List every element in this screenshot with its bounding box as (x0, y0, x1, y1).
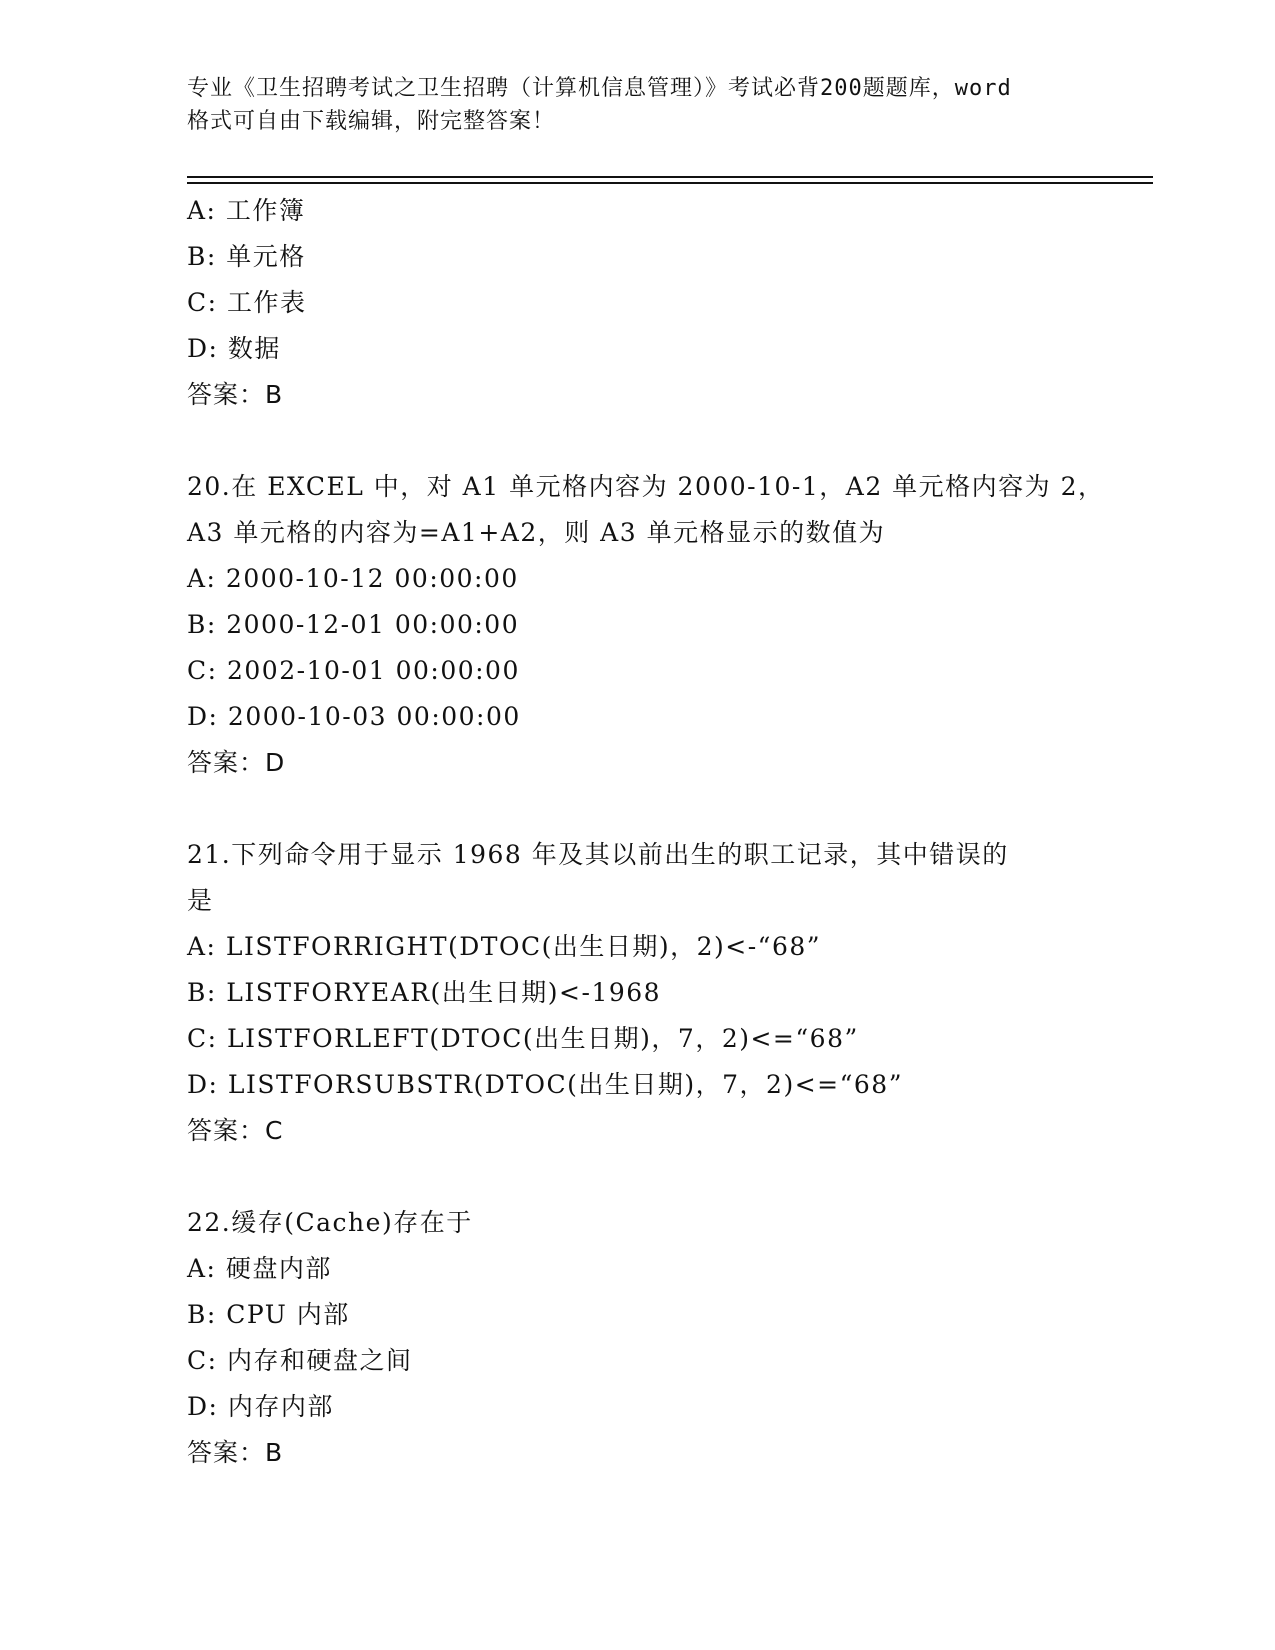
spacer (187, 1154, 1087, 1200)
option-c: C: 内存和硬盘之间 (187, 1346, 413, 1375)
question-stem-line-1: 21.下列命令用于显示 1968 年及其以前出生的职工记录，其中错误的 (187, 840, 1009, 869)
question-block-20 (187, 464, 1105, 786)
question-stem-line-2: A3 单元格的内容为=A1+A2，则 A3 单元格显示的数值为 (187, 518, 886, 547)
option-d: D: 数据 (187, 334, 281, 363)
option-b: B: 单元格 (187, 242, 306, 271)
answer-text: 答案：B (187, 380, 284, 409)
option-a: A: 工作簿 (187, 196, 306, 225)
header-line-1: 专业《卫生招聘考试之卫生招聘（计算机信息管理）》考试必背200题题库，word (187, 76, 1012, 101)
header-line-2: 格式可自由下载编辑，附完整答案！ (187, 109, 556, 134)
option-a: A: LISTFORRIGHT(DTOC(出生日期)，2)<-“68” (187, 932, 822, 961)
question-block-22 (187, 1200, 1087, 1476)
option-b: B: LISTFORYEAR(出生日期)<-1968 (187, 978, 662, 1007)
option-d: D: LISTFORSUBSTR(DTOC(出生日期)，7，2)<=“68” (187, 1070, 903, 1099)
answer-text: 答案：D (187, 748, 286, 777)
question-stem-line-2: 是 (187, 886, 214, 915)
question-list (187, 188, 1105, 1476)
question-stem-line-1: 22.缓存(Cache)存在于 (187, 1208, 473, 1237)
answer-text: 答案：C (187, 1116, 284, 1145)
question-block-19 (187, 188, 1087, 418)
option-c: C: 2002-10-01 00:00:00 (187, 656, 520, 685)
option-c: C: 工作表 (187, 288, 307, 317)
answer-text: 答案：B (187, 1438, 284, 1467)
question-block-21 (187, 832, 1087, 1154)
header-rule-top (187, 176, 1153, 178)
option-c: C: LISTFORLEFT(DTOC(出生日期)，7，2)<=“68” (187, 1024, 859, 1053)
option-b: B: 2000-12-01 00:00:00 (187, 610, 520, 639)
spacer (187, 418, 1087, 464)
spacer (187, 786, 1087, 832)
option-d: D: 2000-10-03 00:00:00 (187, 702, 521, 731)
option-b: B: CPU 内部 (187, 1300, 350, 1329)
option-a: A: 硬盘内部 (187, 1254, 332, 1283)
option-a: A: 2000-10-12 00:00:00 (187, 564, 519, 593)
question-stem-line-1: 20.在 EXCEL 中，对 A1 单元格内容为 2000-10-1，A2 单元格内容为 2， (187, 472, 1105, 501)
option-d: D: 内存内部 (187, 1392, 334, 1421)
document-header (187, 72, 1087, 138)
header-rule-bottom (187, 182, 1153, 184)
